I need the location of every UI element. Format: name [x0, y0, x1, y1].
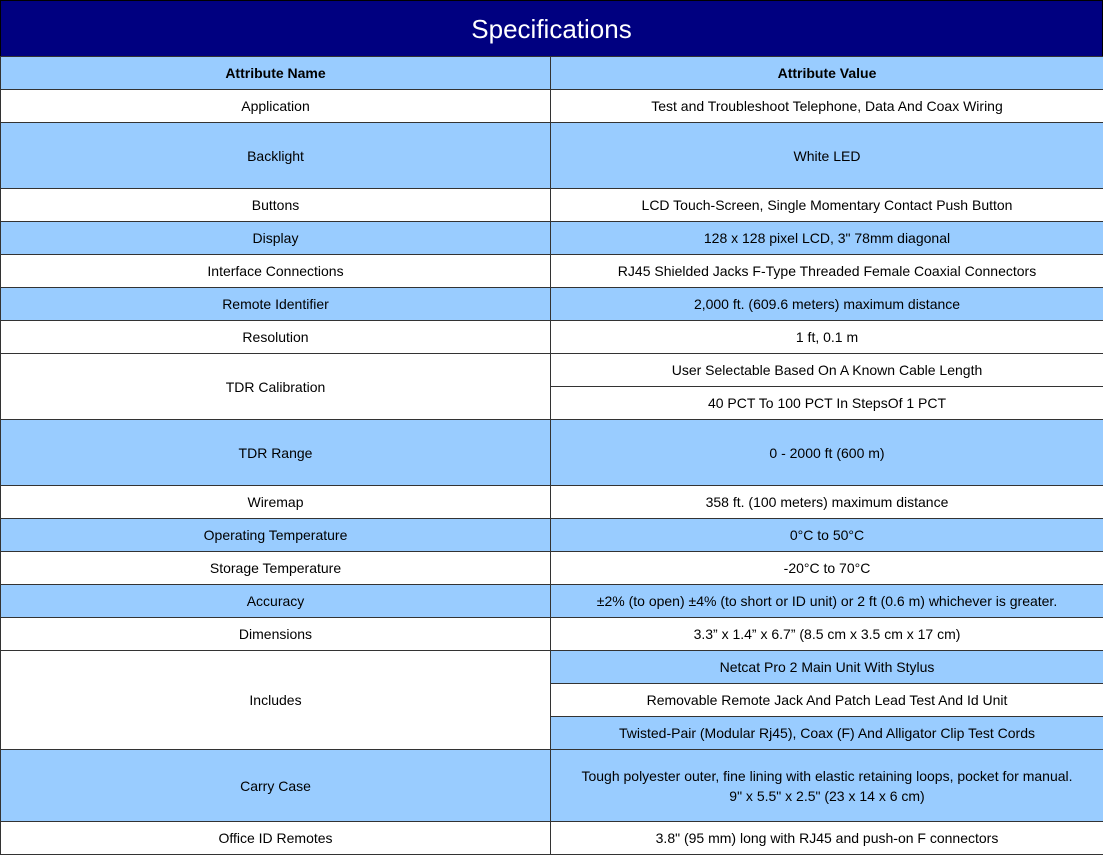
attribute-name: Operating Temperature	[1, 519, 551, 552]
table-row	[1, 189, 1103, 222]
table-row	[1, 552, 1103, 585]
page-title: Specifications	[0, 0, 1103, 57]
attribute-name: Office ID Remotes	[1, 822, 551, 855]
table-row	[1, 222, 1103, 255]
attribute-value: 2,000 ft. (609.6 meters) maximum distance	[551, 288, 1103, 321]
attribute-value: White LED	[551, 123, 1103, 189]
attribute-value: 0°C to 50°C	[551, 519, 1103, 552]
attribute-name: Display	[1, 222, 551, 255]
table-row	[1, 321, 1103, 354]
attribute-name: Remote Identifier	[1, 288, 551, 321]
attribute-name: Carry Case	[1, 750, 551, 822]
attribute-name: Accuracy	[1, 585, 551, 618]
attribute-value: 1 ft, 0.1 m	[551, 321, 1103, 354]
attribute-value: 3.3” x 1.4” x 6.7” (8.5 cm x 3.5 cm x 17 cm)	[551, 618, 1103, 651]
attribute-value: 358 ft. (100 meters) maximum distance	[551, 486, 1103, 519]
attribute-name: Dimensions	[1, 618, 551, 651]
table-row	[1, 651, 1103, 684]
attribute-value: User Selectable Based On A Known Cable Length	[551, 354, 1103, 387]
table-row	[1, 519, 1103, 552]
table-row	[1, 585, 1103, 618]
table-row	[1, 420, 1103, 486]
attribute-name: Interface Connections	[1, 255, 551, 288]
attribute-value: 40 PCT To 100 PCT In StepsOf 1 PCT	[551, 387, 1103, 420]
table-row	[1, 486, 1103, 519]
table-row	[1, 354, 1103, 387]
header-attribute-name: Attribute Name	[1, 57, 551, 90]
attribute-value: -20°C to 70°C	[551, 552, 1103, 585]
attribute-name: Resolution	[1, 321, 551, 354]
attribute-name: Includes	[1, 651, 551, 750]
specifications-table	[0, 56, 1103, 855]
attribute-value: 0 - 2000 ft (600 m)	[551, 420, 1103, 486]
attribute-value-line: Tough polyester outer, fine lining with elastic retaining loops, pocket for manual.	[581, 767, 1073, 784]
attribute-value: Test and Troubleshoot Telephone, Data And Coax Wiring	[551, 90, 1103, 123]
attribute-name: Buttons	[1, 189, 551, 222]
table-row	[1, 90, 1103, 123]
attribute-name: TDR Range	[1, 420, 551, 486]
attribute-value: 128 x 128 pixel LCD, 3" 78mm diagonal	[551, 222, 1103, 255]
table-row	[1, 255, 1103, 288]
attribute-value: Netcat Pro 2 Main Unit With Stylus	[551, 651, 1103, 684]
attribute-value: Twisted-Pair (Modular Rj45), Coax (F) And Alligator Clip Test Cords	[551, 717, 1103, 750]
attribute-name: Application	[1, 90, 551, 123]
attribute-value-line: 9" x 5.5" x 2.5" (23 x 14 x 6 cm)	[729, 787, 925, 804]
attribute-value: RJ45 Shielded Jacks F-Type Threaded Female Coaxial Connectors	[551, 255, 1103, 288]
table-header-row	[1, 57, 1103, 90]
attribute-value: LCD Touch-Screen, Single Momentary Contact Push Button	[551, 189, 1103, 222]
attribute-name: TDR Calibration	[1, 354, 551, 420]
table-row	[1, 750, 1103, 822]
attribute-value: 3.8" (95 mm) long with RJ45 and push-on F connectors	[551, 822, 1103, 855]
attribute-value: Removable Remote Jack And Patch Lead Test And Id Unit	[551, 684, 1103, 717]
attribute-name: Storage Temperature	[1, 552, 551, 585]
table-row	[1, 288, 1103, 321]
table-row	[1, 123, 1103, 189]
table-row	[1, 618, 1103, 651]
table-row	[1, 822, 1103, 855]
attribute-value: ±2% (to open) ±4% (to short or ID unit) or 2 ft (0.6 m) whichever is greater.	[551, 585, 1103, 618]
header-attribute-value: Attribute Value	[551, 57, 1103, 90]
attribute-name: Wiremap	[1, 486, 551, 519]
attribute-name: Backlight	[1, 123, 551, 189]
attribute-value	[551, 750, 1103, 822]
